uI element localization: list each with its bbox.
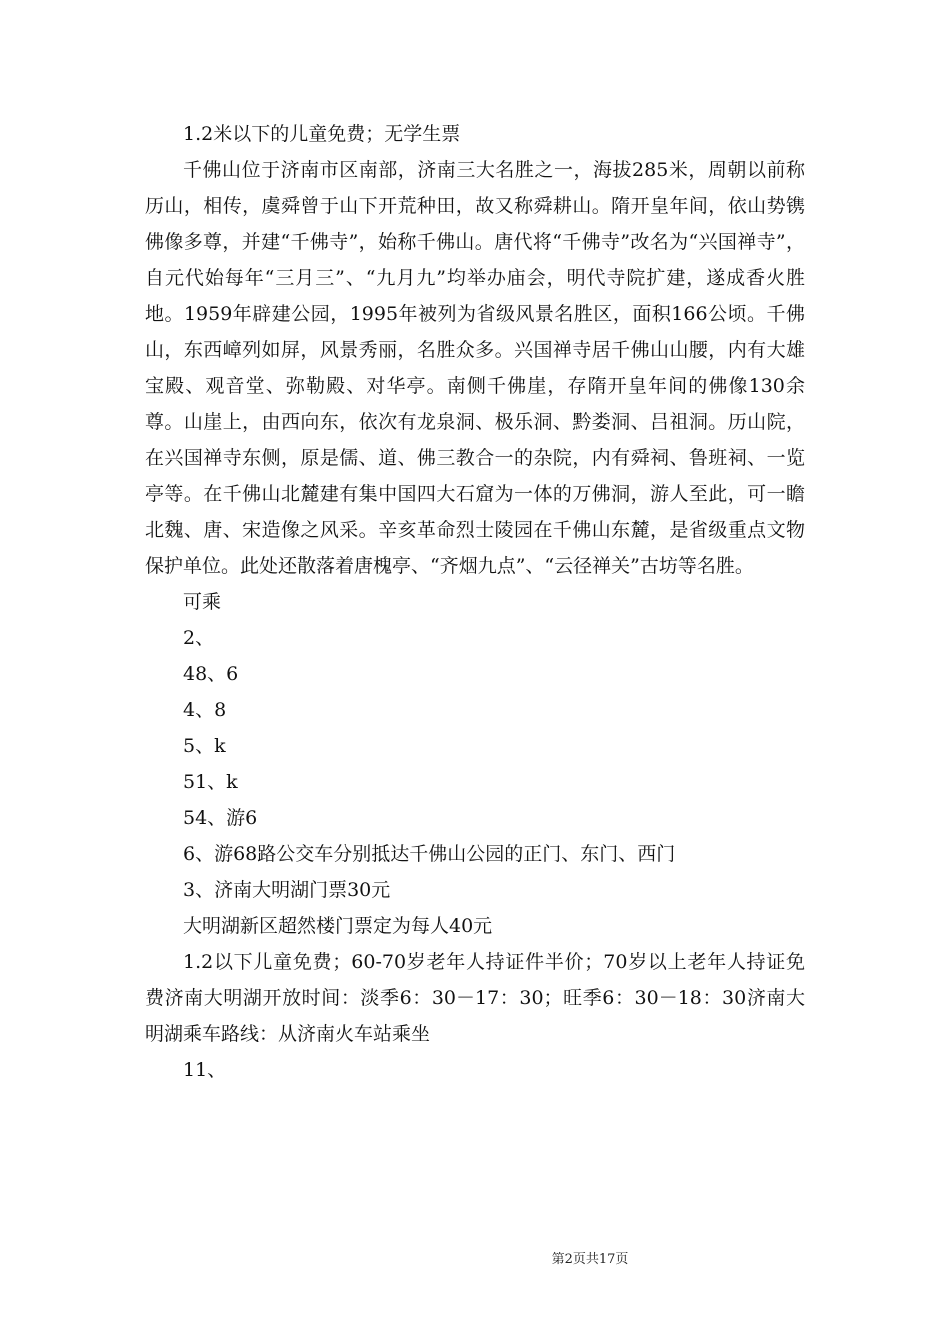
document-body [145, 116, 805, 1088]
list-item: 54、游6 [183, 807, 258, 829]
list-item: 4、8 [183, 699, 227, 721]
list-item: 3、济南大明湖门票30元 [183, 879, 391, 901]
paragraph-daminghu-info: 1.2以下儿童免费；60-70岁老年人持证件半价；70岁以上老年人持证免费济南大明湖开放时间：淡季6：30－17：30；旺季6：30－18：30济南大明湖乘车路线：从济南火车站乘坐 [145, 951, 805, 1045]
list-item: 大明湖新区超然楼门票定为每人40元 [183, 915, 493, 937]
list-item: 2、 [183, 627, 215, 649]
list-item: 5、k [183, 735, 226, 757]
list-item: 可乘 [183, 591, 222, 613]
paragraph-qianfoshan-intro: 千佛山位于济南市区南部，济南三大名胜之一，海拔285米，周朝以前称历山，相传，虞舜曾于山下开荒种田，故又称舜耕山。隋开皇年间，依山势镌佛像多尊，并建“千佛寺”，始称千佛山。唐代将“千佛寺”改名为“兴国禅寺”，自元代始每年“三月三”、“九月九”均举办庙会，明代寺院扩建，遂成香火胜地。1959年辟建公园，1995年被列为省级风景名胜区，面积166公顷。千佛山，东西嶂列如屏，风景秀丽，名胜众多。兴国禅寺居千佛山山腰，内有大雄宝殿、观音堂、弥勒殿、对华亭。南侧千佛崖，存隋开皇年间的佛像130余尊。山崖上，由西向东，依次有龙泉洞、极乐洞、黔娄洞、吕祖洞。历山院，在兴国禅寺东侧，原是儒、道、佛三教合一的杂院，内有舜祠、鲁班祠、一览亭等。在千佛山北麓建有集中国四大石窟为一体的万佛洞，游人至此，可一瞻北魏、唐、宋造像之风采。辛亥革命烈士陵园在千佛山东麓，是省级重点文物保护单位。此处还散落着唐槐亭、“齐烟九点”、“云径禅关”古坊等名胜。 [145, 159, 805, 577]
list-item: 51、k [183, 771, 238, 793]
page-number-footer: 第2页共17页 [551, 1252, 629, 1267]
list-item: 48、6 [183, 663, 239, 685]
paragraph-route-number: 11、 [183, 1059, 227, 1081]
paragraph-ticket-children: 1.2米以下的儿童免费；无学生票 [183, 123, 461, 145]
list-item: 6、游68路公交车分别抵达千佛山公园的正门、东门、西门 [183, 843, 676, 865]
